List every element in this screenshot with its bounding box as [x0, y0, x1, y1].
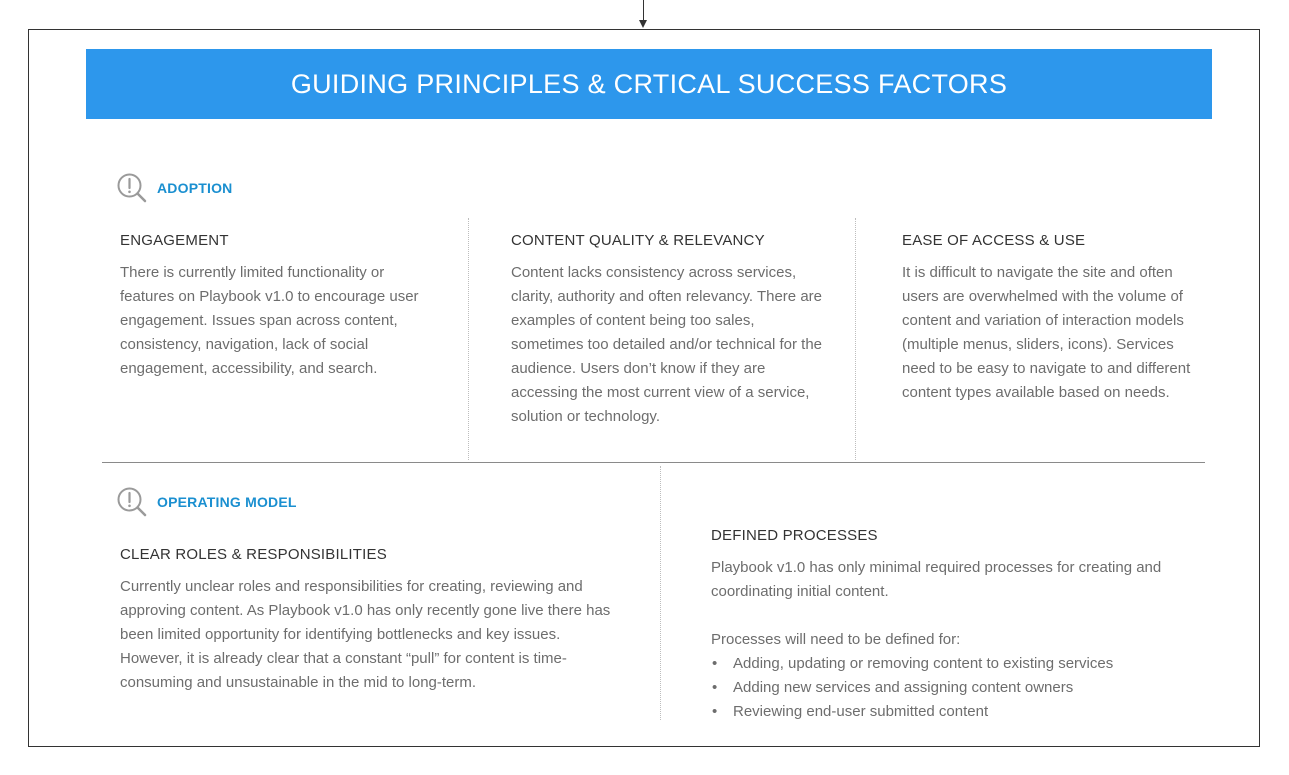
list-item: • Adding, updating or removing content to existing services — [711, 652, 1206, 676]
section-divider — [102, 462, 1205, 463]
content-quality-column — [511, 232, 826, 429]
adoption-title: ADOPTION — [157, 180, 233, 196]
engagement-body: There is currently limited functionality or features on Playbook v1.0 to encourage user engagement. Issues span across content, consistency, navigation, lack of social engagement, accessibility, and search. — [120, 264, 419, 377]
content-quality-body: Content lacks consistency across services, clarity, authority and often relevancy. There are examples of content being too sales, sometimes too detailed and/or technical for the audience. Users don’t know if they are accessing the most current view of a service, solution or technology. — [511, 264, 823, 425]
roles-heading: CLEAR ROLES & RESPONSIBILITIES — [120, 546, 387, 563]
arrow-down-icon — [639, 20, 647, 28]
roles-body: Currently unclear roles and responsibilities for creating, reviewing and approving content. As Playbook v1.0 has only recently gone live there has been limited opportunity for identifying bottlenecks and key issues. However, it is already clear that a constant “pull” for content is time-consuming and unsustainable in the mid to long-term. — [120, 578, 611, 691]
connector-line — [643, 0, 644, 22]
ease-of-access-heading: EASE OF ACCESS & USE — [902, 232, 1086, 249]
column-divider — [468, 218, 469, 460]
magnifier-alert-icon — [116, 172, 148, 204]
page-title-banner — [86, 49, 1212, 119]
page-title: GUIDING PRINCIPLES & CRTICAL SUCCESS FACTORS — [290, 68, 1008, 99]
processes-column — [711, 527, 1206, 724]
magnifier-alert-icon — [116, 486, 148, 518]
operating-model-title: OPERATING MODEL — [157, 494, 297, 510]
ease-of-access-body: It is difficult to navigate the site and often users are overwhelmed with the volume of content and variation of interaction models (multiple menus, sliders, icons). Services need to be easy to navigate to and different content types available based on needs. — [902, 264, 1191, 401]
column-divider — [660, 466, 661, 720]
content-quality-heading: CONTENT QUALITY & RELEVANCY — [511, 232, 765, 249]
engagement-heading: ENGAGEMENT — [120, 232, 229, 249]
processes-list — [711, 652, 1206, 724]
roles-column — [120, 546, 620, 695]
ease-of-access-column — [902, 232, 1207, 405]
engagement-column — [120, 232, 420, 381]
list-item: • Reviewing end-user submitted content — [711, 700, 1206, 724]
column-divider — [855, 218, 856, 460]
processes-heading: DEFINED PROCESSES — [711, 527, 878, 544]
operating-model-section-header — [116, 486, 297, 518]
processes-intro: Processes will need to be defined for: — [711, 631, 961, 648]
list-item: • Adding new services and assigning content owners — [711, 676, 1206, 700]
adoption-section-header — [116, 172, 233, 204]
processes-body: Playbook v1.0 has only minimal required processes for creating and coordinating initial content. — [711, 559, 1162, 600]
